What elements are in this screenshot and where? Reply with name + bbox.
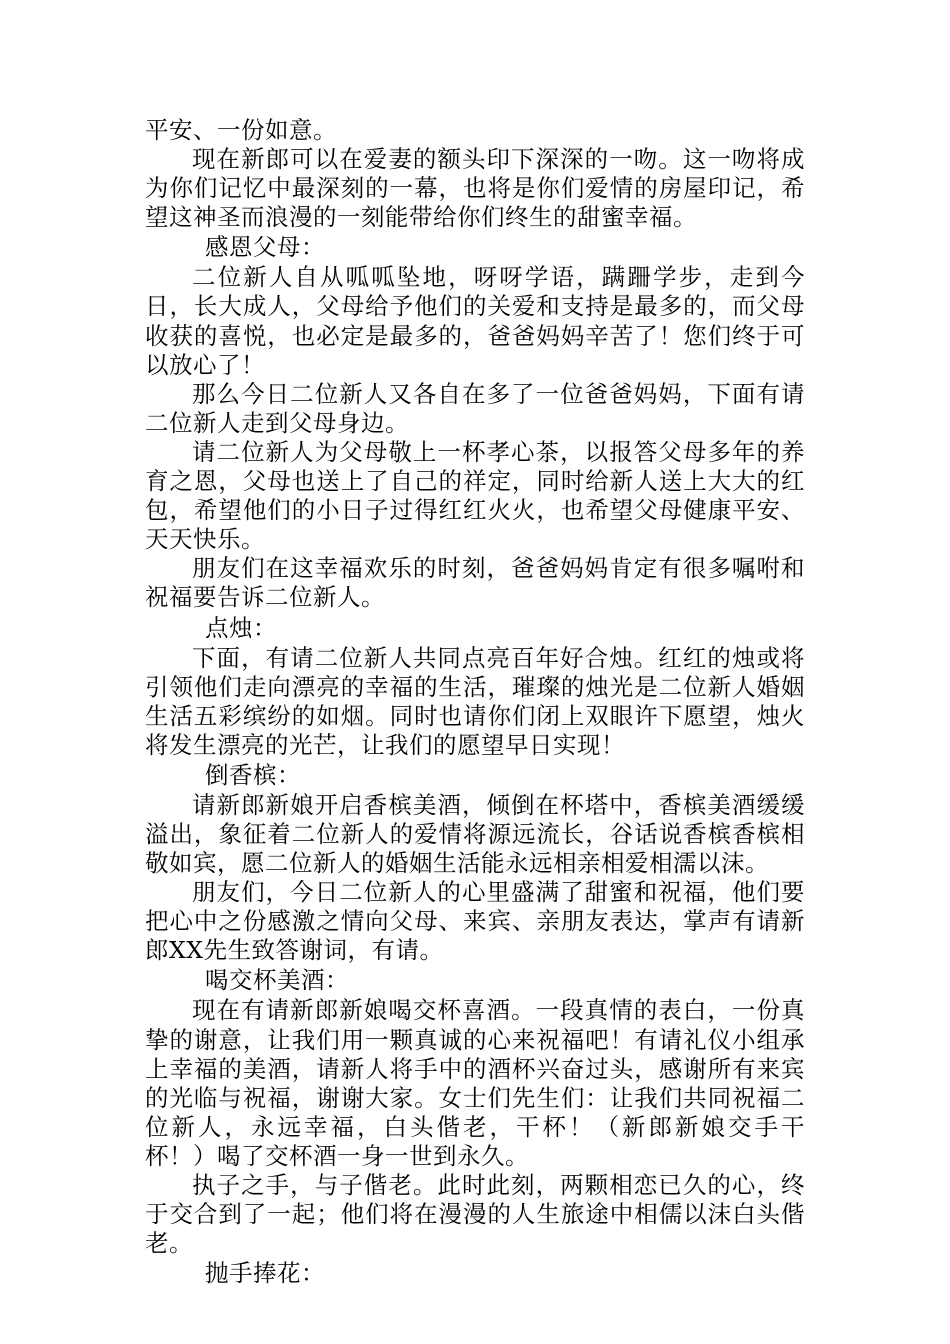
section-heading-champagne: 倒香槟： <box>205 760 301 789</box>
section-heading-thank-parents: 感恩父母： <box>205 233 325 262</box>
paragraph-champagne-pour: 请新郎新娘开启香槟美酒，倾倒在杯塔中，香槟美酒缓缓溢出，象征着二位新人的爱情将源远流长，谷话说香槟香槟相敬如宾，愿二位新人的婚姻生活能永远相亲相爱相濡以沫。 <box>145 790 805 878</box>
paragraph-tea-ceremony: 请二位新人为父母敬上一杯孝心茶，以报答父母多年的养育之恩，父母也送上了自己的祥定，同时给新人送上大大的红包，希望他们的小日子过得红红火火，也希望父母健康平安、天天快乐。 <box>145 437 805 554</box>
paragraph-continuation: 平安、一份如意。 <box>145 116 337 144</box>
document-body <box>145 116 805 1289</box>
paragraph-parents-love: 二位新人自从呱呱坠地，呀呀学语，蹒跚学步，走到今日，长大成人，父母给予他们的关爱和支持是最多的，而父母收获的喜悦，也必定是最多的，爸爸妈妈辛苦了！您们终于可以放心了！ <box>145 263 805 379</box>
paragraph-groom-speech: 朋友们，今日二位新人的心里盛满了甜蜜和祝福，他们要把心中之份感激之情向父母、来宾、亲朋友表达，掌声有请新郎XX先生致答谢词，有请。 <box>145 878 805 965</box>
paragraph-new-parents: 那么今日二位新人又各自在多了一位爸爸妈妈，下面有请二位新人走到父母身边。 <box>145 379 805 437</box>
paragraph-parents-blessing: 朋友们在这幸福欢乐的时刻，爸爸妈妈肯定有很多嘱咐和祝福要告诉二位新人。 <box>145 554 805 612</box>
paragraph-hold-hands: 执子之手，与子偕老。此时此刻，两颗相恋已久的心，终于交合到了一起；他们将在漫漫的人生旅途中相儒以沫白头偕老。 <box>145 1171 805 1258</box>
section-heading-toast: 喝交杯美酒： <box>205 966 349 995</box>
paragraph-kiss: 现在新郎可以在爱妻的额头印下深深的一吻。这一吻将成为你们记忆中最深刻的一幕，也将是你们爱情的房屋印记，希望这神圣而浪漫的一刻能带给你们终生的甜蜜幸福。 <box>145 145 805 232</box>
section-heading-bouquet-toss: 抛手捧花： <box>205 1259 325 1288</box>
paragraph-cross-cup-wine: 现在有请新郎新娘喝交杯喜酒。一段真情的表白，一份真挚的谢意，让我们用一颗真诚的心来祝福吧！有请礼仪小组承上幸福的美酒，请新人将手中的酒杯兴奋过头，感谢所有来宾的光临与祝福，谢谢大家。女士们先生们：让我们共同祝福二位新人，永远幸福，白头偕老，干杯！（新郎新娘交手干杯！）喝了交杯酒一身一世到永久。 <box>145 996 805 1170</box>
paragraph-candle-lighting: 下面，有请二位新人共同点亮百年好合烛。红红的烛或将引领他们走向漂亮的幸福的生活，璀璨的烛光是二位新人婚姻生活五彩缤纷的如烟。同时也请你们闭上双眼许下愿望，烛火将发生漂亮的光芒，让我们的愿望早日实现！ <box>145 643 805 759</box>
section-heading-candle: 点烛： <box>205 613 277 642</box>
